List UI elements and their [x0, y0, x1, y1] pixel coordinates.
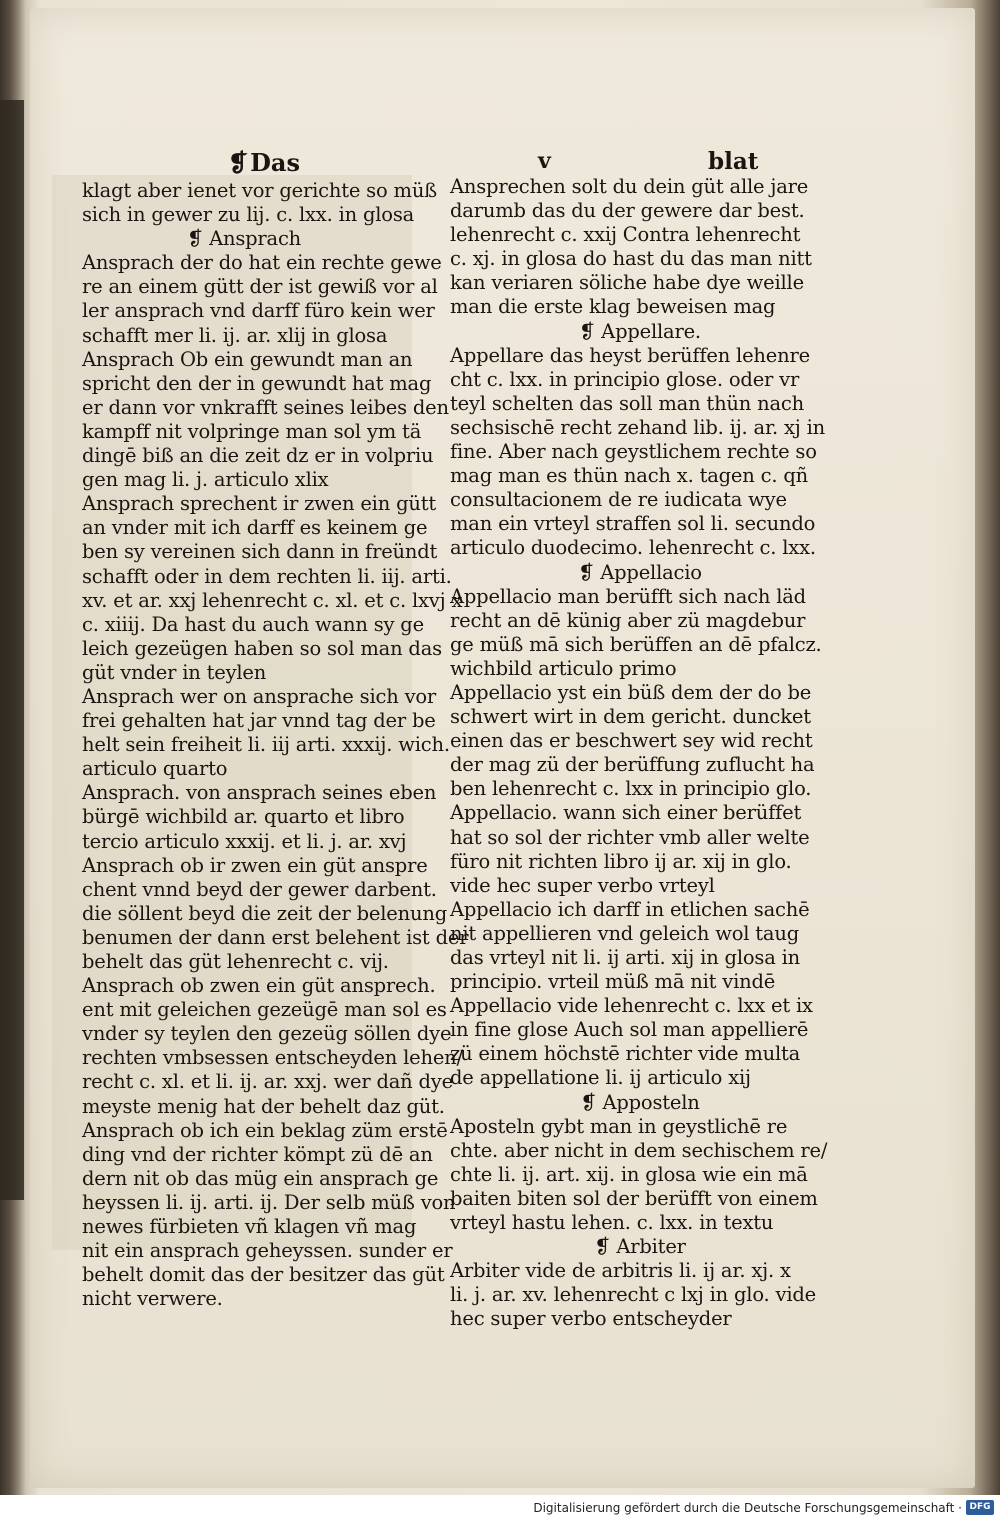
left-text-column — [52, 175, 469, 1311]
text-line: re an einem gütt der ist gewiß vor al — [82, 275, 438, 299]
text-line: ding vnd der richter kömpt zü dē an — [82, 1142, 433, 1166]
text-line: zü einem höchstē richter vide multa — [450, 1042, 801, 1066]
text-line: der mag zü der berüffung zuflucht ha — [450, 753, 815, 777]
text-line: baiten biten sol der berüfft von einem — [450, 1186, 818, 1210]
text-line: cht c. lxx. in principio glose. oder vr — [450, 367, 800, 391]
text-line: meyste menig hat der behelt daz güt. — [82, 1094, 445, 1118]
text-line: er dann vor vnkrafft seines leibes den — [82, 395, 449, 419]
text-line: man die erste klag beweisen mag — [450, 295, 776, 319]
text-line: Ansprach sprechent ir zwen ein gütt — [82, 492, 436, 516]
text-line: vnder sy teylen den gezeüg söllen dye — [82, 1022, 452, 1046]
text-line: füro nit richten libro ij ar. xij in glo. — [450, 849, 792, 873]
text-line: klagt aber ienet vor gerichte so müß — [82, 179, 438, 202]
text-line: c. xj. in glosa do hast du das man nitt — [450, 247, 812, 271]
text-line: ent mit geleichen gezeügē man sol es — [82, 998, 447, 1022]
text-line: Aposteln gybt man in geystlichē re — [450, 1114, 788, 1138]
digitization-footer — [0, 1497, 1000, 1520]
facing-page-edge — [0, 100, 24, 1200]
text-line: benumen der dann erst belehent ist der — [82, 925, 469, 949]
text-line: sich in gewer zu lij. c. lxx. in glosa — [82, 203, 415, 227]
text-line: chte li. ij. art. xij. in glosa wie ein mā — [450, 1162, 808, 1186]
text-line: Appellacio yst ein büß dem der do be — [450, 680, 812, 704]
text-line: schwert wirt in dem gericht. duncket — [450, 705, 811, 729]
text-line: chte. aber nicht in dem sechischem re/ — [450, 1138, 828, 1162]
text-line: schafft oder in dem rechten li. iij. arti. — [82, 564, 452, 588]
text-line: behelt das güt lehenrecht c. vij. — [82, 950, 389, 973]
text-line: sechsischē recht zehand lib. ij. ar. xj in — [450, 415, 825, 439]
running-head-right: blat — [708, 148, 759, 175]
text-line: bürgē wichbild ar. quarto et libro — [82, 805, 405, 829]
text-line: Ansprach wer on ansprache sich vor — [82, 684, 437, 708]
dfg-logo: DFG — [966, 1500, 994, 1515]
right-text-column — [450, 175, 830, 1332]
text-line: die söllent beyd die zeit der belenung — [82, 901, 447, 925]
folio-letter: v — [538, 148, 551, 174]
text-line: Appellacio man berüfft sich nach läd — [450, 584, 806, 608]
text-line: nicht verwere. — [82, 1287, 223, 1311]
text-line: gen mag li. j. articulo xlix — [82, 468, 329, 492]
text-line: Ansprach der do hat ein rechte gewe — [82, 251, 442, 275]
text-line: schafft mer li. ij. ar. xlij in glosa — [82, 323, 388, 347]
text-line: mag man es thün nach x. tagen c. qñ — [450, 464, 808, 488]
text-line: dern nit ob das müg ein ansprach ge — [82, 1166, 439, 1190]
text-line: hec super verbo entscheyder — [450, 1307, 732, 1331]
text-line: recht an dē künig aber zü magdebur — [450, 608, 806, 632]
text-line: Ansprach ob ich ein beklag züm erstē — [82, 1118, 448, 1142]
text-line: fine. Aber nach geystlichem rechte so — [450, 440, 817, 464]
text-line: recht c. xl. et li. ij. ar. xxj. wer dañ dye — [82, 1070, 453, 1094]
text-line: Ansprach. von ansprach seines eben — [82, 781, 437, 805]
text-line: frei gehalten hat jar vnnd tag der be — [82, 709, 436, 733]
text-line: Appellare das heyst berüffen lehenre — [450, 343, 810, 367]
text-line: Ansprach ob ir zwen ein güt anspre — [82, 853, 428, 877]
text-line: li. j. ar. xv. lehenrecht c lxj in glo. vide — [450, 1283, 817, 1307]
text-line: de appellatione li. ij articulo xij — [450, 1066, 751, 1090]
text-line: nit ein ansprach geheyssen. sunder er — [82, 1239, 453, 1263]
text-line: helt sein freiheit li. iij arti. xxxij. wich. — [82, 733, 450, 757]
text-line: articulo quarto — [82, 757, 228, 781]
text-line: Appellacio ich darff in etlichen sachē — [450, 897, 810, 921]
text-line: Ansprach Ob ein gewundt man an — [82, 347, 413, 371]
text-line: teyl schelten das soll man thün nach — [450, 391, 805, 415]
text-line: consultacionem de re iudicata wye — [450, 488, 787, 512]
text-line: ge müß mā sich berüffen an dē pfalcz. — [450, 632, 822, 656]
text-line: chent vnnd beyd der gewer darbent. — [82, 877, 437, 901]
text-line: leich gezeügen haben so sol man das — [82, 636, 442, 660]
text-line: nit appellieren vnd geleich wol taug — [450, 921, 799, 945]
text-line: man ein vrteyl straffen sol li. secundo — [450, 512, 816, 536]
text-line: ben sy vereinen sich dann in freündt — [82, 540, 438, 564]
text-line: Appellacio vide lehenrecht c. lxx et ix — [450, 994, 813, 1018]
text-line: in fine glose Auch sol man appellierē — [450, 1018, 809, 1042]
text-line: hat so sol der richter vmb aller welte — [450, 825, 810, 849]
text-line: vide hec super verbo vrteyl — [450, 873, 715, 897]
text-line: güt vnder in teylen — [82, 660, 267, 684]
text-line: Ansprechen solt du dein güt alle jare — [450, 175, 809, 198]
text-line: Arbiter vide de arbitris li. ij ar. xj. x — [450, 1259, 791, 1283]
text-line: newes fürbieten vñ klagen vñ mag — [82, 1215, 417, 1239]
text-line: xv. et ar. xxj lehenrecht c. xl. et c. lxvj x — [82, 588, 463, 612]
funding-credit: Digitalisierung gefördert durch die Deutsche Forschungsgemeinschaft · — [533, 1501, 962, 1515]
text-line: ben lehenrecht c. lxx in principio glo. — [450, 777, 812, 801]
text-line: vrteyl hastu lehen. c. lxx. in textu — [450, 1211, 774, 1235]
section-heading: ❡ Appellacio — [578, 560, 702, 584]
text-line: kan veriaren söliche habe dye weille — [450, 271, 804, 295]
text-line: behelt domit das der besitzer das güt — [82, 1263, 445, 1287]
text-line: das vrteyl nit li. ij arti. xij in glosa in — [450, 946, 801, 969]
text-line: c. xiiij. Da hast du auch wann sy ge — [82, 612, 424, 636]
text-line: lehenrecht c. xxij Contra lehenrecht — [450, 223, 801, 247]
text-line: Ansprach ob zwen ein güt ansprech. — [82, 974, 436, 998]
text-line: heyssen li. ij. arti. ij. Der selb müß von — [82, 1190, 456, 1214]
text-line: principio. vrteil müß mā nit vindē — [450, 970, 776, 994]
text-line: ler ansprach vnd darff füro kein wer — [82, 299, 435, 323]
running-head-left: ❡Das — [228, 148, 300, 177]
text-line: spricht den der in gewundt hat mag — [82, 371, 432, 395]
text-line: einen das er beschwert sey wid recht — [450, 729, 813, 753]
section-heading: ❡ Appellare. — [579, 319, 701, 343]
text-line: darumb das du der gewere dar best. — [450, 199, 805, 223]
section-heading: ❡ Ansprach — [186, 227, 302, 251]
text-line: dingē biß an die zeit dz er in volpriu — [82, 444, 434, 468]
text-line: wichbild articulo primo — [450, 656, 677, 680]
text-line: articulo duodecimo. lehenrecht c. lxx. — [450, 536, 816, 560]
text-line: rechten vmbsessen entscheyden lehen/ — [82, 1046, 463, 1070]
section-heading: ❡ Arbiter — [594, 1235, 686, 1259]
section-heading: ❡ Apposteln — [580, 1090, 700, 1114]
text-line: an vnder mit ich darff es keinem ge — [82, 516, 428, 540]
text-line: Appellacio. wann sich einer berüffet — [450, 801, 802, 825]
text-line: tercio articulo xxxij. et li. j. ar. xvj — [82, 829, 407, 853]
text-line: kampff nit volpringe man sol ym tä — [82, 419, 422, 443]
